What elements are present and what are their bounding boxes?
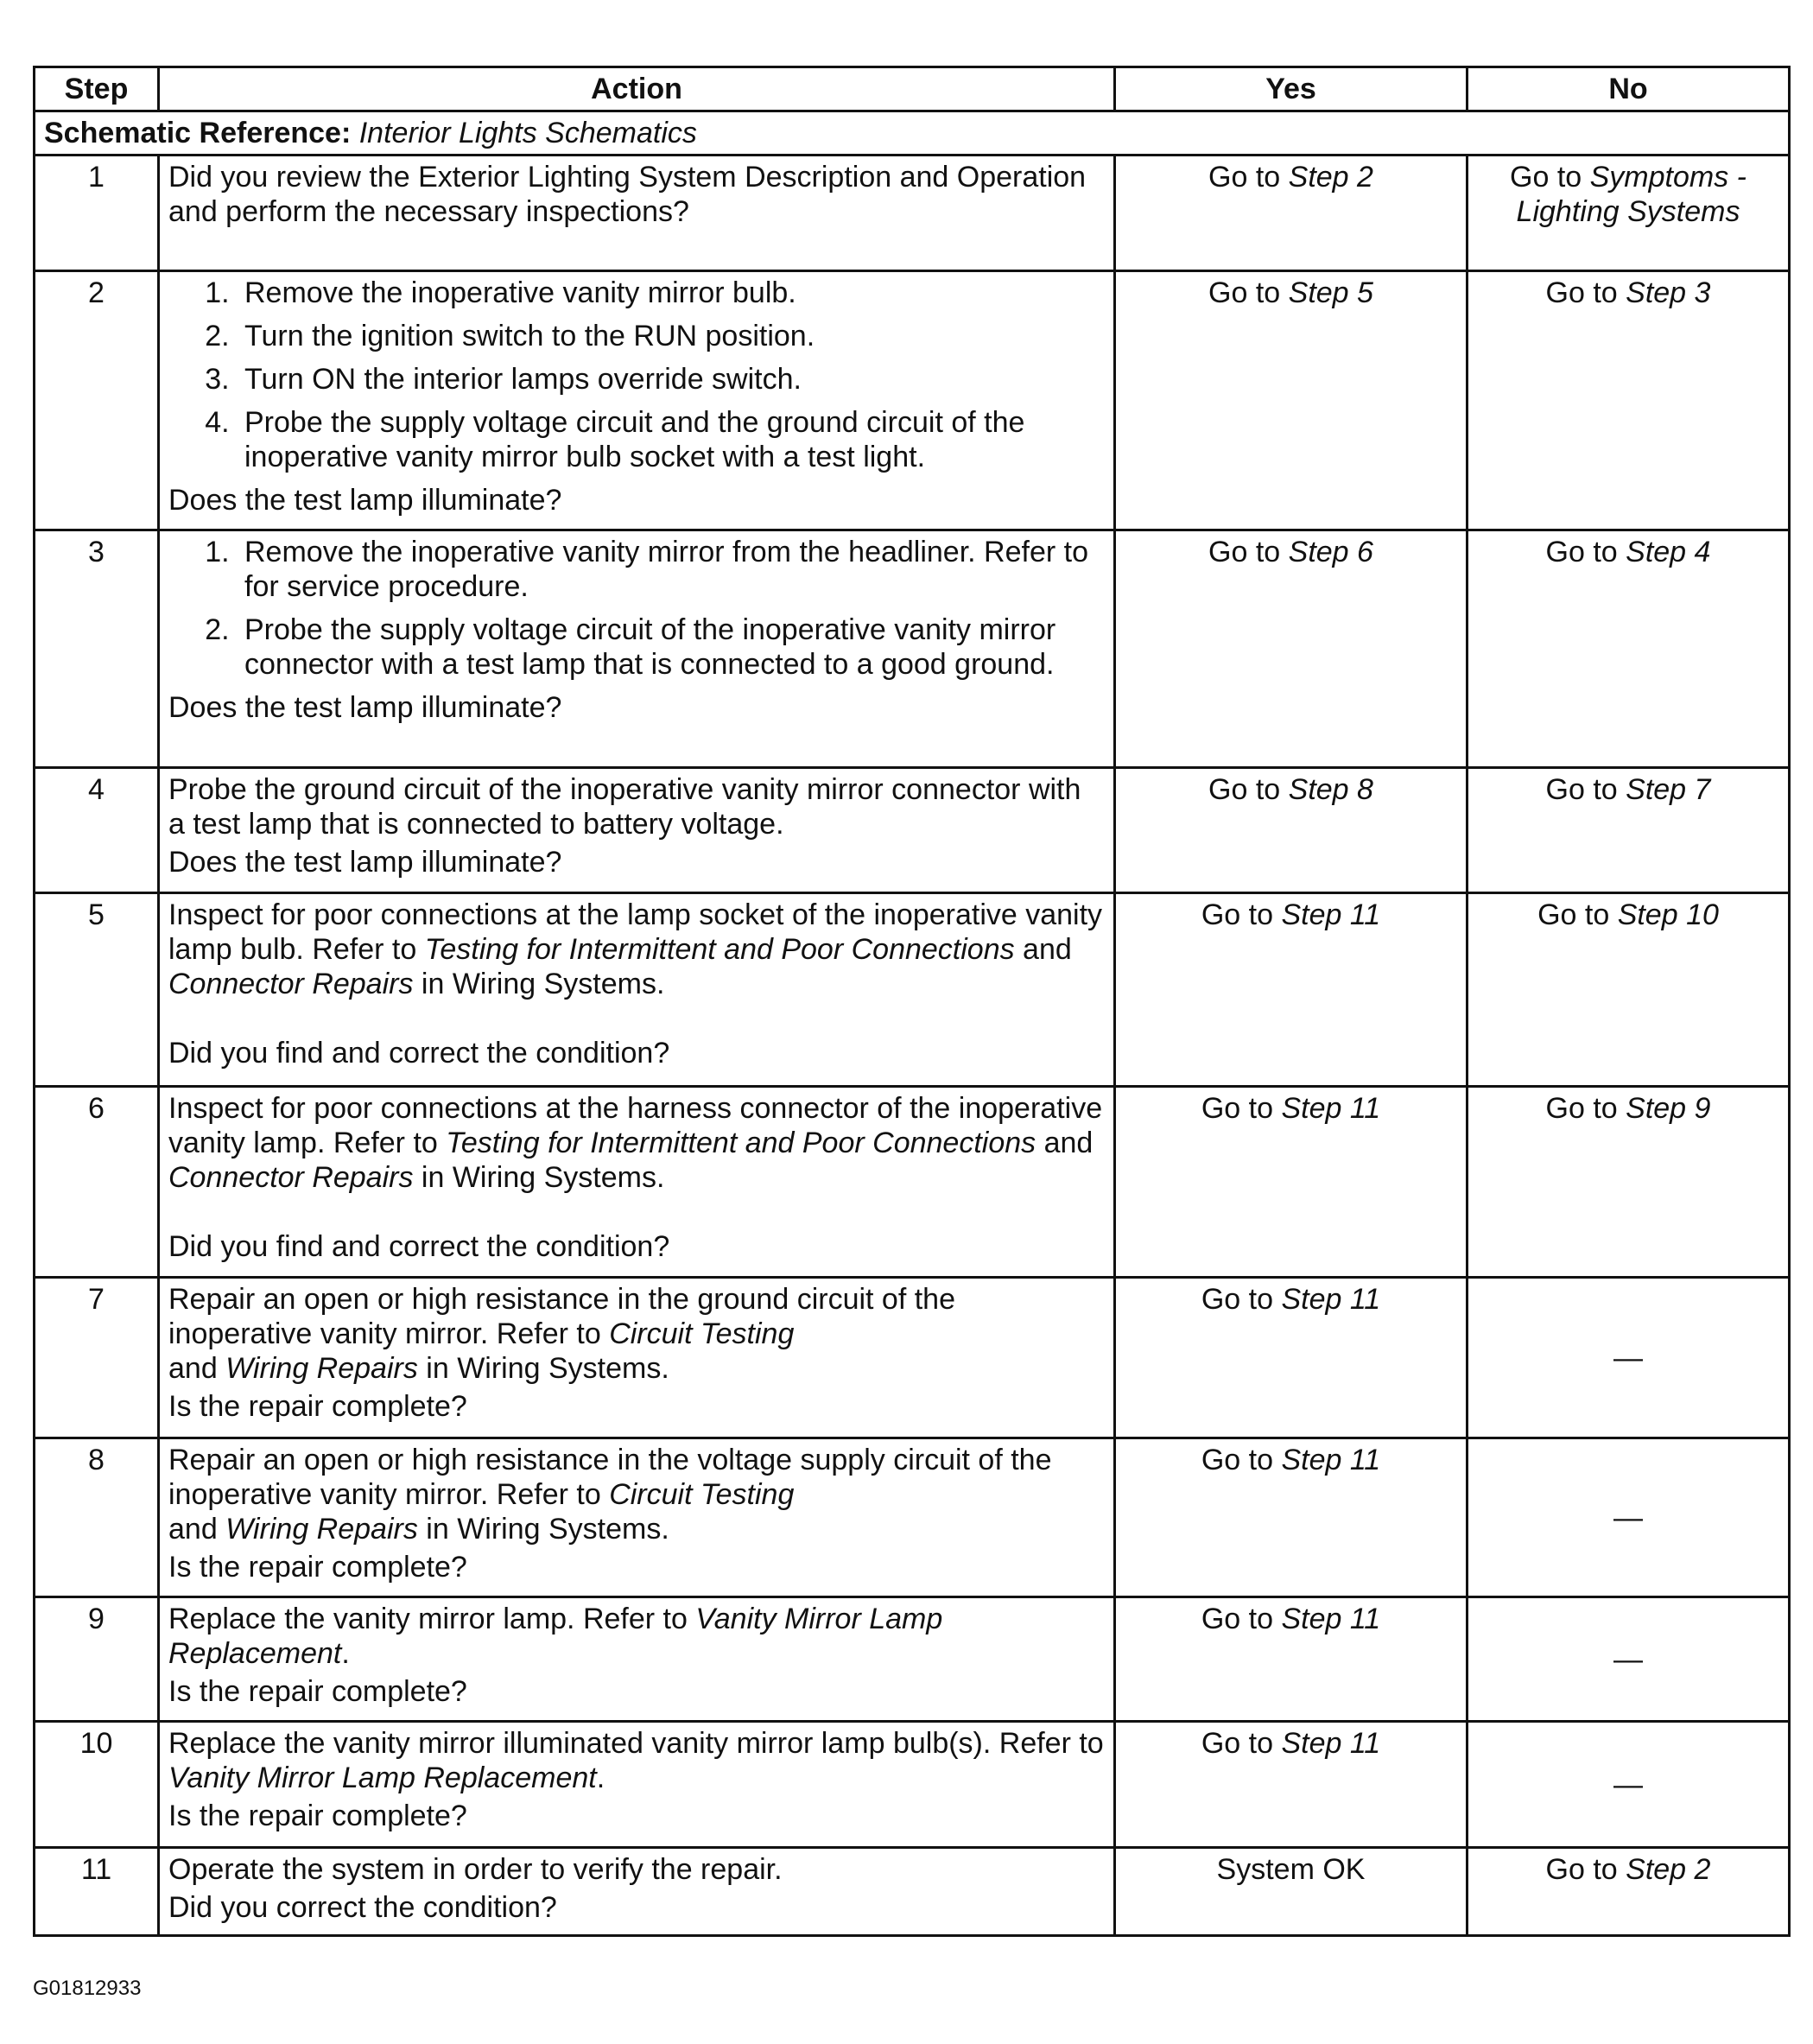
- yes-prefix: Go to: [1201, 1283, 1282, 1316]
- yes-cell: System OK: [1115, 1848, 1468, 1936]
- no-prefix: Go to: [1537, 898, 1618, 931]
- list-item: 1. Remove the inoperative vanity mirror bulb.: [238, 276, 1105, 310]
- no-cell: [1468, 1087, 1790, 1278]
- action-text-part: and: [1014, 933, 1072, 966]
- action-ref: Testing for Intermittent and Poor Connections: [424, 933, 1015, 966]
- yes-ref: Step 6: [1288, 536, 1373, 568]
- header-action: Action: [159, 67, 1115, 111]
- action-text-part: in Wiring Systems.: [417, 1513, 669, 1546]
- no-cell: —: [1468, 1597, 1790, 1722]
- action-text: [168, 1443, 1105, 1546]
- list-item: 2. Probe the supply voltage circuit of the inoperative vanity mirror connector with a test lamp that is connected to a good ground.: [238, 613, 1105, 682]
- table-row: [35, 156, 1790, 271]
- no-cell: —: [1468, 1438, 1790, 1597]
- no-prefix: Go to: [1545, 276, 1626, 309]
- step-number: 4: [35, 768, 159, 893]
- step-number: 7: [35, 1278, 159, 1438]
- yes-cell: [1115, 893, 1468, 1087]
- table-row: [35, 530, 1790, 768]
- action-ref: Connector Repairs: [168, 1161, 414, 1194]
- no-cell: [1468, 768, 1790, 893]
- no-ref: Step 7: [1626, 773, 1711, 806]
- yes-prefix: Go to: [1208, 161, 1289, 194]
- yes-prefix: Go to: [1201, 898, 1282, 931]
- action-question: Does the test lamp illuminate?: [168, 484, 562, 517]
- no-ref: Step 9: [1626, 1092, 1711, 1125]
- yes-prefix: Go to: [1201, 1727, 1282, 1760]
- no-prefix: Go to: [1545, 1853, 1626, 1886]
- yes-ref: Step 5: [1288, 276, 1373, 309]
- action-cell: [159, 1087, 1115, 1278]
- no-prefix: Go to: [1545, 536, 1626, 568]
- action-cell: [159, 1278, 1115, 1438]
- no-ref: Step 3: [1626, 276, 1711, 309]
- yes-cell: [1115, 271, 1468, 530]
- table-row: [35, 893, 1790, 1087]
- action-cell: [159, 1438, 1115, 1597]
- no-line2: [1477, 194, 1779, 229]
- action-cell: [159, 1597, 1115, 1722]
- action-ref: Circuit Testing: [609, 1478, 795, 1511]
- action-text: Did you review the Exterior Lighting System Description and Operation and perform the necessary inspections?: [168, 161, 1087, 228]
- no-cell: —: [1468, 1722, 1790, 1848]
- action-text-part: .: [341, 1637, 350, 1670]
- action-ref: Circuit Testing: [609, 1317, 795, 1350]
- table-row: [35, 1848, 1790, 1936]
- list-item: 2. Turn the ignition switch to the RUN position.: [238, 319, 1105, 353]
- action-list: [168, 276, 1105, 474]
- list-item: 3. Turn ON the interior lamps override switch.: [238, 362, 1105, 397]
- action-text-part: Inspect for poor connections at the lamp socket of the inoperative vanity lamp bulb. Refer to: [168, 898, 1103, 966]
- yes-cell: [1115, 530, 1468, 768]
- schematic-ref: Interior Lights Schematics: [358, 117, 697, 149]
- yes-cell: [1115, 1722, 1468, 1848]
- action-question: Did you find and correct the condition?: [168, 1230, 670, 1263]
- action-cell: [159, 156, 1115, 271]
- table-row: [35, 768, 1790, 893]
- table-row: [35, 1438, 1790, 1597]
- action-ref: Testing for Intermittent and Poor Connections: [446, 1127, 1036, 1159]
- action-list: [168, 535, 1105, 682]
- action-ref: Vanity Mirror Lamp Replacement: [168, 1762, 597, 1794]
- header-no: No: [1468, 67, 1790, 111]
- yes-cell: [1115, 1597, 1468, 1722]
- step-number: 11: [35, 1848, 159, 1936]
- action-ref: Vanity Mirror Lamp Replacement: [168, 1603, 943, 1670]
- yes-prefix: Go to: [1208, 773, 1289, 806]
- no-prefix: Go to: [1545, 773, 1626, 806]
- action-text: Probe the ground circuit of the inoperative vanity mirror connector with a test lamp that is connected to battery voltage.: [168, 773, 1081, 841]
- yes-prefix: Go to: [1201, 1092, 1282, 1125]
- action-ref: Wiring Repairs: [225, 1352, 418, 1385]
- action-text-part: and: [1036, 1127, 1094, 1159]
- yes-ref: Step 11: [1281, 1092, 1381, 1125]
- action-cell: [159, 768, 1115, 893]
- step-number: 1: [35, 156, 159, 271]
- action-text-part: Repair an open or high resistance in the voltage supply circuit of the inoperative vanity mirror. Refer to: [168, 1444, 1052, 1511]
- action-question: Does the test lamp illuminate?: [168, 846, 562, 879]
- schematic-label: Schematic Reference:: [44, 117, 352, 149]
- schematic-row: [35, 111, 1790, 156]
- action-text: [168, 1282, 1105, 1386]
- yes-ref: Step 2: [1288, 161, 1373, 194]
- action-text: [168, 1091, 1105, 1195]
- action-cell: [159, 1848, 1115, 1936]
- action-text: Operate the system in order to verify the repair.: [168, 1853, 783, 1886]
- yes-ref: Step 11: [1281, 1603, 1381, 1635]
- action-ref: Connector Repairs: [168, 968, 414, 1000]
- action-question: Did you correct the condition?: [168, 1891, 557, 1924]
- no-ref: Step 4: [1626, 536, 1711, 568]
- no-ref: Step 2: [1626, 1853, 1711, 1886]
- no-ref-2: Lighting Systems: [1516, 195, 1740, 228]
- yes-prefix: Go to: [1208, 276, 1289, 309]
- step-number: 9: [35, 1597, 159, 1722]
- action-text-part: Inspect for poor connections at the harness connector of the inoperative vanity lamp. Refer to: [168, 1092, 1103, 1159]
- header-yes: Yes: [1115, 67, 1468, 111]
- no-cell: [1468, 1848, 1790, 1936]
- action-text-part: in Wiring Systems.: [413, 1161, 665, 1194]
- header-step: Step: [35, 67, 159, 111]
- yes-prefix: Go to: [1201, 1444, 1282, 1476]
- no-line1: Go to Symptoms -: [1510, 161, 1746, 194]
- table-row: [35, 1722, 1790, 1848]
- action-cell: [159, 893, 1115, 1087]
- action-cell: [159, 1722, 1115, 1848]
- action-question: Does the test lamp illuminate?: [168, 691, 562, 724]
- action-question: Is the repair complete?: [168, 1675, 467, 1708]
- step-number: 2: [35, 271, 159, 530]
- action-question: Is the repair complete?: [168, 1551, 467, 1584]
- no-cell: —: [1468, 1278, 1790, 1438]
- no-ref: Step 10: [1617, 898, 1719, 931]
- action-text-part: in Wiring Systems.: [413, 968, 665, 1000]
- table-row: [35, 1597, 1790, 1722]
- step-number: 5: [35, 893, 159, 1087]
- yes-ref: Step 11: [1281, 1727, 1381, 1760]
- yes-prefix: Go to: [1208, 536, 1289, 568]
- action-question: Is the repair complete?: [168, 1800, 467, 1832]
- action-cell: [159, 271, 1115, 530]
- table-row: [35, 1278, 1790, 1438]
- action-ref: Wiring Repairs: [225, 1513, 418, 1546]
- no-cell: [1468, 893, 1790, 1087]
- table-row: [35, 271, 1790, 530]
- action-text-part: .: [596, 1762, 605, 1794]
- action-question: Is the repair complete?: [168, 1390, 467, 1423]
- action-cell: [159, 530, 1115, 768]
- no-prefix: Go to: [1545, 1092, 1626, 1125]
- action-text-part: Replace the vanity mirror lamp. Refer to: [168, 1603, 696, 1635]
- action-text: [168, 898, 1105, 1001]
- yes-cell: [1115, 1087, 1468, 1278]
- step-number: 8: [35, 1438, 159, 1597]
- yes-ref: Step 11: [1281, 1444, 1381, 1476]
- yes-cell: [1115, 1278, 1468, 1438]
- yes-prefix: Go to: [1201, 1603, 1282, 1635]
- list-item: 1. Remove the inoperative vanity mirror from the headliner. Refer to for service procedure.: [238, 535, 1105, 604]
- schematic-reference: [35, 111, 1790, 156]
- step-number: 10: [35, 1722, 159, 1848]
- step-number: 3: [35, 530, 159, 768]
- yes-ref: Step 8: [1288, 773, 1373, 806]
- no-ref: Symptoms -: [1589, 161, 1746, 194]
- table-row: [35, 1087, 1790, 1278]
- action-text: [168, 1602, 1105, 1671]
- action-question: Did you find and correct the condition?: [168, 1037, 670, 1070]
- yes-ref: Step 11: [1281, 898, 1381, 931]
- no-cell: [1468, 156, 1790, 271]
- action-text-part: in Wiring Systems.: [417, 1352, 669, 1385]
- yes-cell: [1115, 768, 1468, 893]
- yes-ref: Step 11: [1281, 1283, 1381, 1316]
- yes-cell: [1115, 1438, 1468, 1597]
- header-row: [35, 67, 1790, 111]
- diagnostic-table: [33, 66, 1791, 1937]
- action-text-part: and: [168, 1352, 226, 1385]
- action-text-part: and: [168, 1513, 226, 1546]
- no-cell: [1468, 530, 1790, 768]
- figure-id: G01812933: [33, 1977, 142, 2000]
- action-text: [168, 1726, 1105, 1795]
- action-text-part: Replace the vanity mirror illuminated vanity mirror lamp bulb(s). Refer to: [168, 1727, 1104, 1760]
- list-item: 4. Probe the supply voltage circuit and the ground circuit of the inoperative vanity mirror bulb socket with a test light.: [238, 405, 1105, 474]
- no-cell: [1468, 271, 1790, 530]
- yes-cell: [1115, 156, 1468, 271]
- action-text-part: Repair an open or high resistance in the ground circuit of the inoperative vanity mirror. Refer to: [168, 1283, 955, 1350]
- step-number: 6: [35, 1087, 159, 1278]
